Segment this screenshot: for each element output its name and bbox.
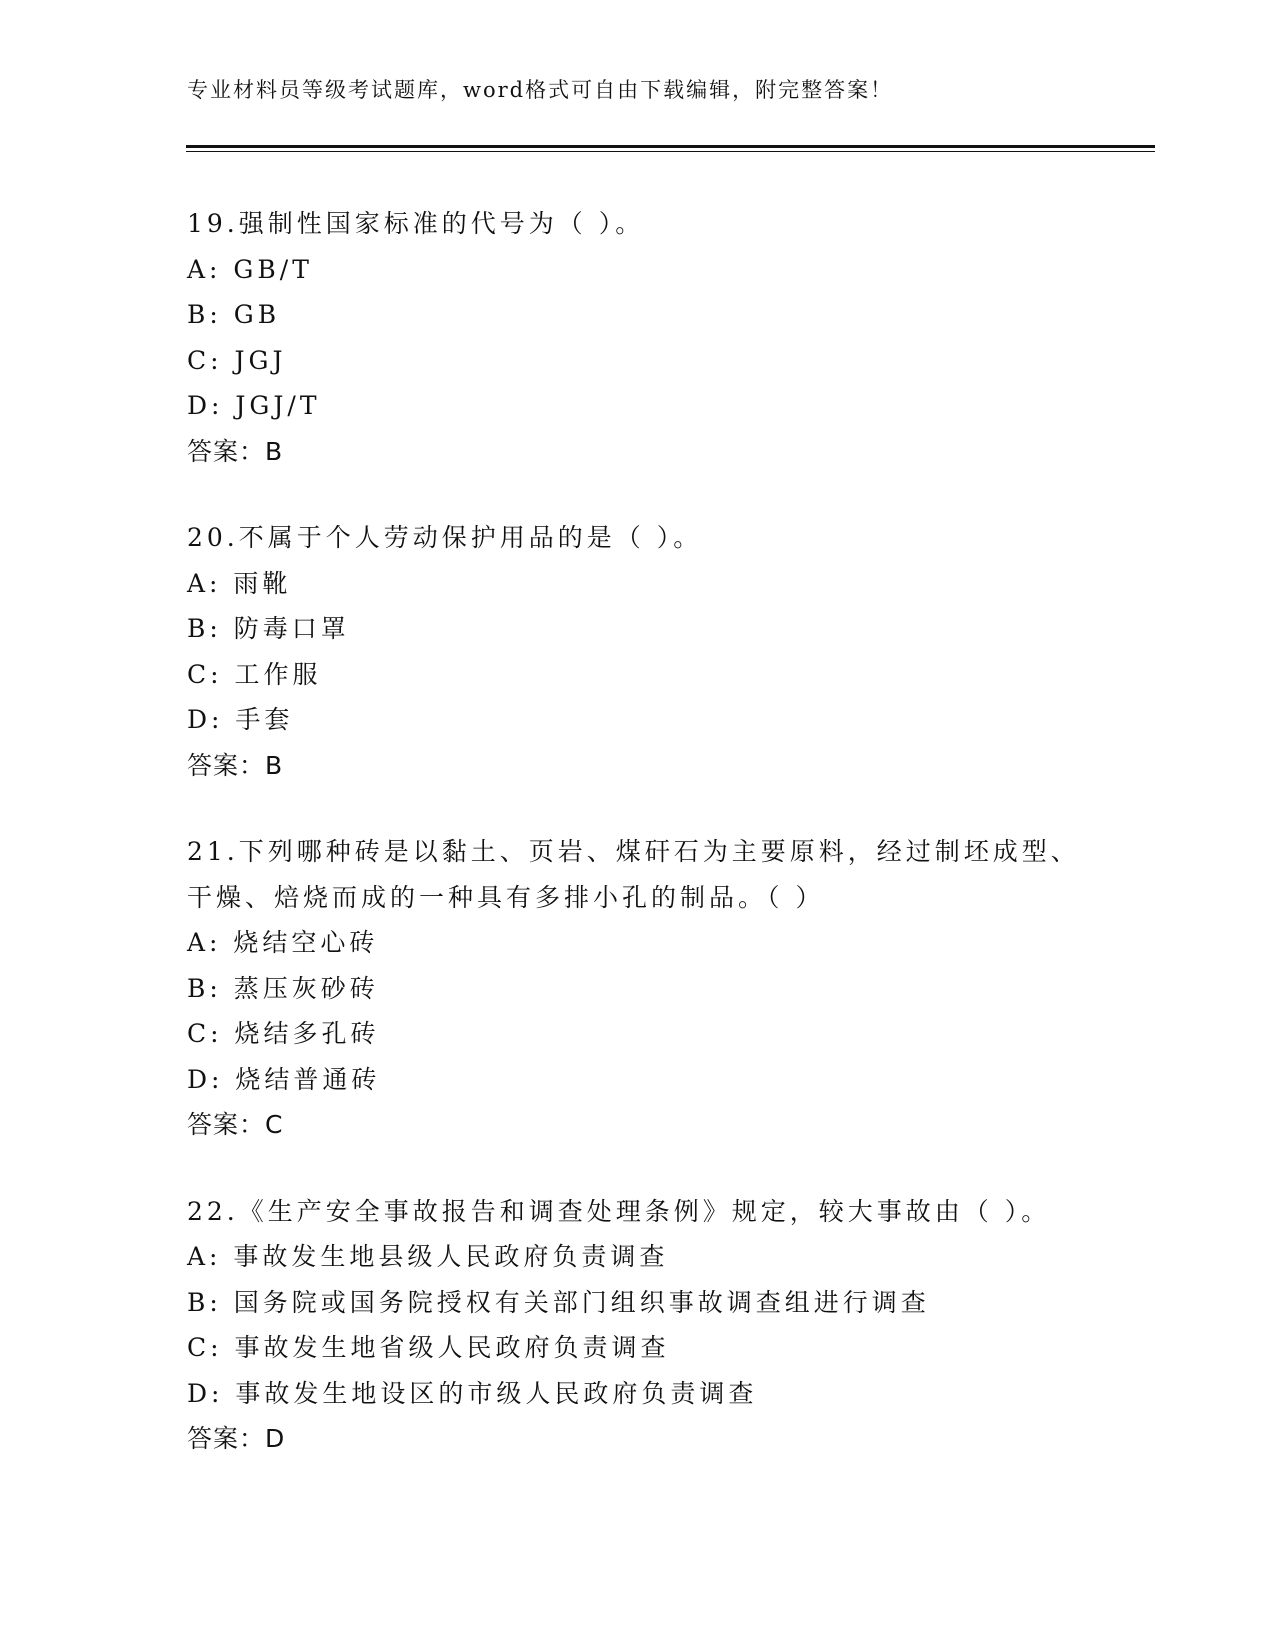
option-b: B: 防毒口罩 [187,614,350,643]
question-20 [187,515,1087,788]
option-c: C: 事故发生地省级人民政府负责调查 [187,1333,670,1362]
option-b: B: GB [187,300,281,329]
question-stem: 20.不属于个人劳动保护用品的是（ ）。 [187,523,703,552]
page-header-text: 专业材料员等级考试题库，word格式可自由下载编辑，附完整答案！ [187,78,894,102]
option-c: C: 工作服 [187,659,322,689]
option-d: D: JGJ/T [187,391,321,420]
option-d: D: 烧结普通砖 [187,1064,381,1094]
question-stem: 21.下列哪种砖是以黏土、页岩、煤矸石为主要原料，经过制坯成型、 [187,837,1080,866]
option-a: A: 烧结空心砖 [187,928,379,957]
question-21 [187,829,1087,1148]
question-22 [187,1189,1087,1462]
option-a: A: GB/T [187,254,313,284]
answer-line: 答案：B [187,436,284,466]
header-rule-thin [186,151,1155,152]
option-d: D: 事故发生地设区的市级人民政府负责调查 [187,1378,758,1408]
option-c: C: 烧结多孔砖 [187,1019,380,1048]
question-stem: 22.《生产安全事故报告和调查处理条例》规定，较大事故由（ ）。 [187,1196,1051,1226]
option-c: C: JGJ [187,345,287,375]
answer-line: 答案：C [187,1110,284,1139]
header-rule-thick [186,145,1155,148]
option-a: A: 雨靴 [187,568,292,598]
answer-line: 答案：D [187,1424,286,1453]
question-stem-continued: 干燥、焙烧而成的一种具有多排小孔的制品。（ ） [187,882,825,912]
question-stem: 19.强制性国家标准的代号为（ ）。 [187,209,645,238]
option-a: A: 事故发生地县级人民政府负责调查 [187,1242,669,1271]
option-b: B: 国务院或国务院授权有关部门组织事故调查组进行调查 [187,1287,930,1317]
option-b: B: 蒸压灰砂砖 [187,973,379,1003]
question-list [187,201,1087,1503]
question-19 [187,201,1087,474]
option-d: D: 手套 [187,705,294,734]
answer-line: 答案：B [187,750,284,780]
